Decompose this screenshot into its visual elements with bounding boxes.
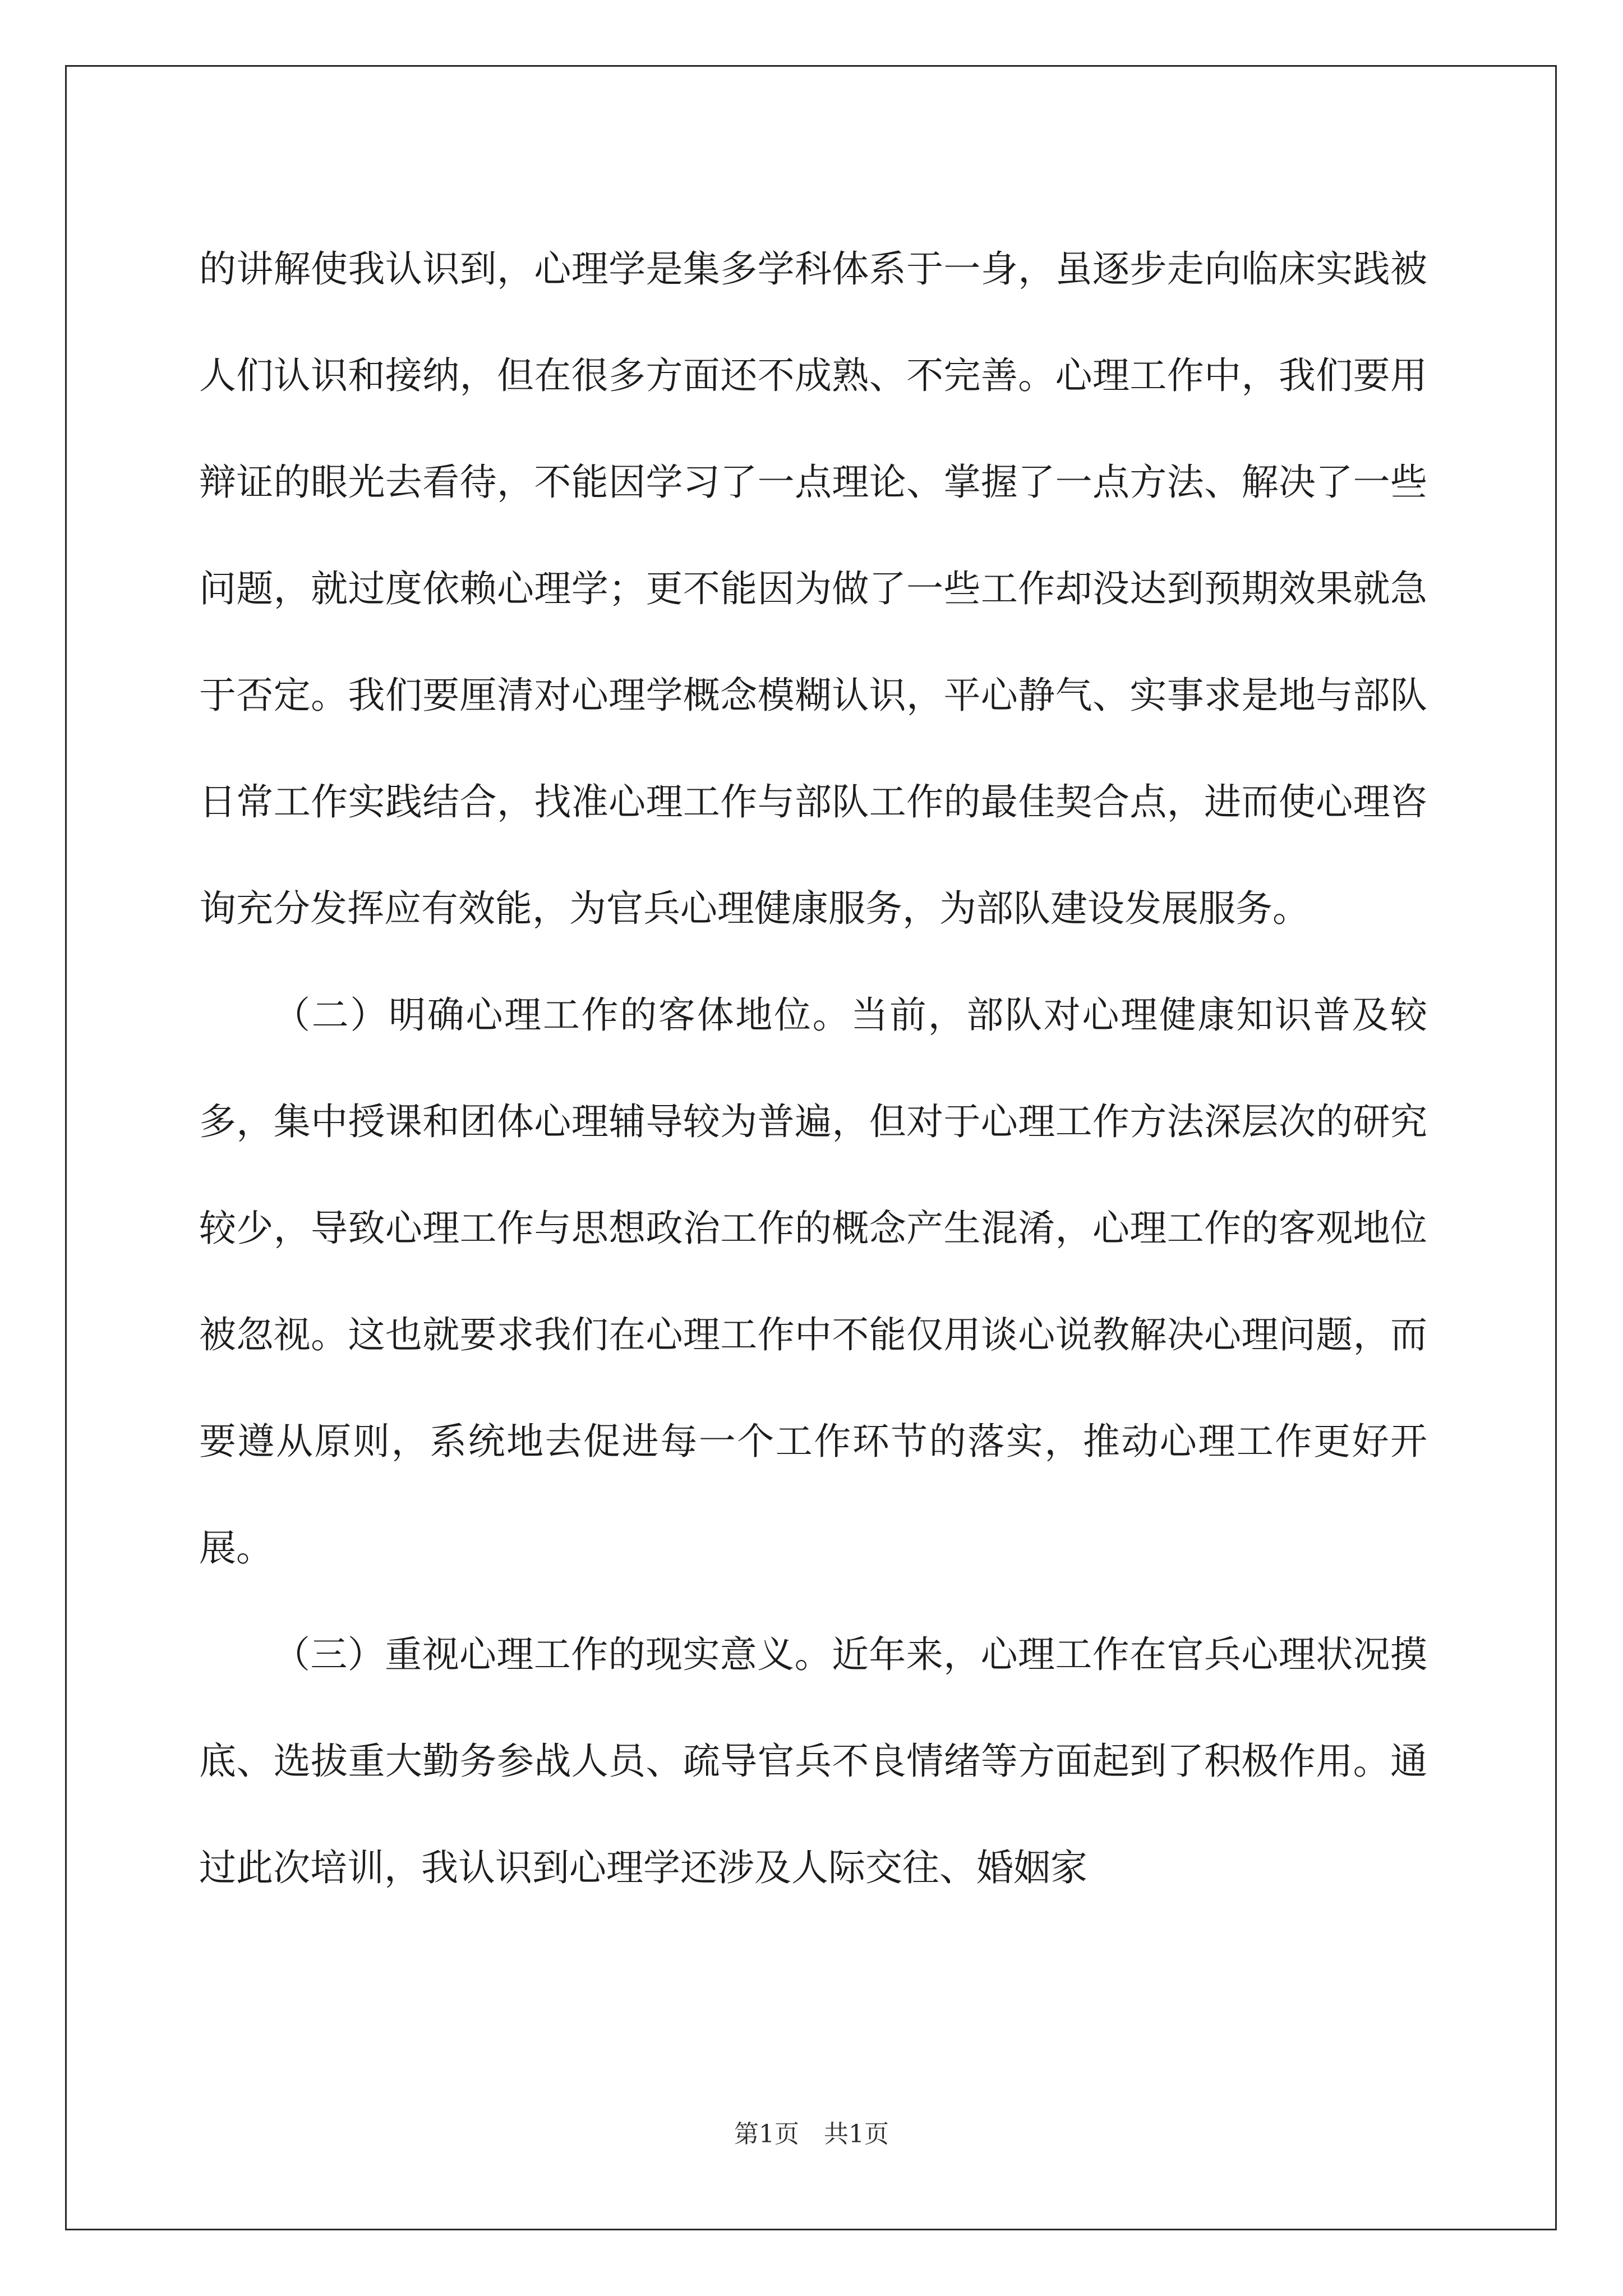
paragraph-section-three: （三）重视心理工作的现实意义。近年来，心理工作在官兵心理状况摸底、选拔重大勤务参战人员、疏导官兵不良情绪等方面起到了积极作用。通过此次培训，我认识到心理学还涉及人际交往、婚姻家 bbox=[199, 1633, 1427, 1889]
page-number-total: 共1页 bbox=[824, 2120, 889, 2148]
paragraph-continuation: 的讲解使我认识到，心理学是集多学科体系于一身，虽逐步走向临床实践被人们认识和接纳，但在很多方面还不成熟、不完善。心理工作中，我们要用辩证的眼光去看待，不能因学习了一点理论、掌握了一点方法、解决了一些问题，就过度依赖心理学；更不能因为做了一些工作却没达到预期效果就急于否定。我们要厘清对心理学概念模糊认识，平心静气、实事求是地与部队日常工作实践结合，找准心理工作与部队工作的最佳契合点，进而使心理咨询充分发挥应有效能，为官兵心理健康服务，为部队建设发展服务。 bbox=[199, 247, 1427, 930]
paragraph-section-two: （二）明确心理工作的客体地位。当前，部队对心理健康知识普及较多，集中授课和团体心理辅导较为普遍，但对于心理工作方法深层次的研究较少，导致心理工作与思想政治工作的概念产生混淆，心理工作的客观地位被忽视。这也就要求我们在心理工作中不能仅用谈心说教解决心理问题，而要遵从原则，系统地去促进每一个工作环节的落实，推动心理工作更好开展。 bbox=[199, 993, 1427, 1570]
page-footer bbox=[0, 2118, 1623, 2151]
page-number-current: 第1页 bbox=[734, 2120, 799, 2148]
document-body bbox=[199, 216, 1427, 1921]
